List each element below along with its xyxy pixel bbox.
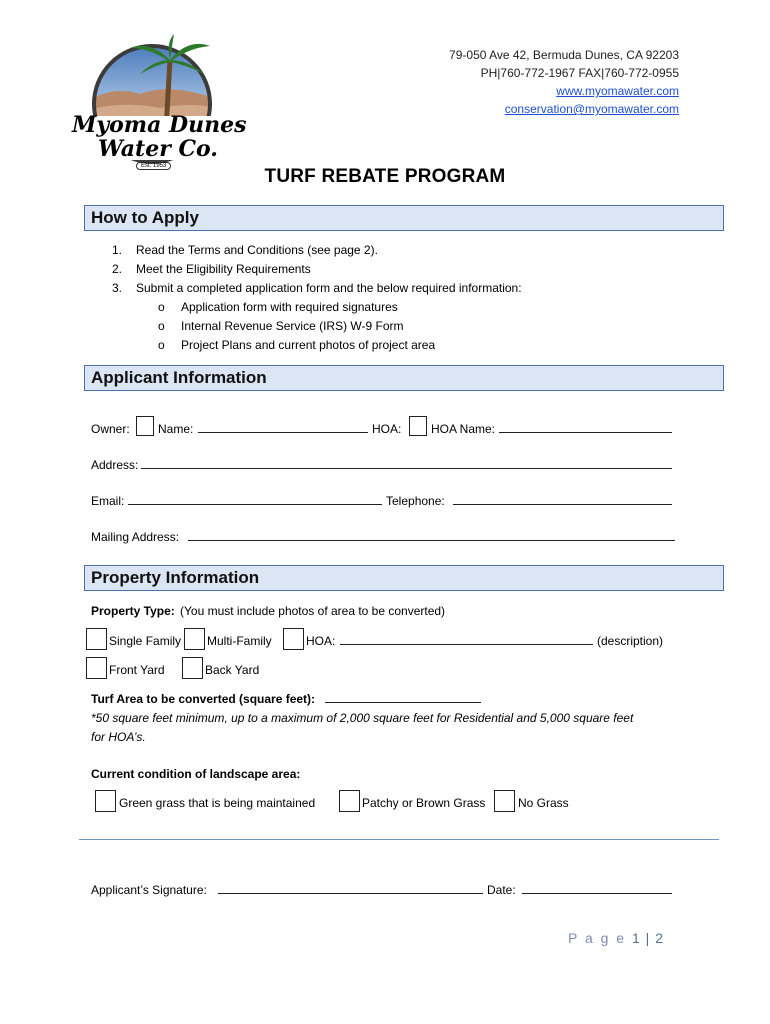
hoa-property-checkbox[interactable] bbox=[283, 628, 304, 650]
no-grass-checkbox[interactable] bbox=[494, 790, 515, 812]
page-title: TURF REBATE PROGRAM bbox=[264, 166, 506, 187]
address-field[interactable] bbox=[141, 458, 672, 469]
signature-label: Applicant’s Signature: bbox=[91, 883, 207, 897]
sub-item-2: Internal Revenue Service (IRS) W-9 Form bbox=[181, 319, 404, 333]
step-3: Submit a completed application form and the below required information: bbox=[136, 281, 522, 295]
hoa-name-label: HOA Name: bbox=[431, 422, 496, 436]
no-grass-label: No Grass bbox=[518, 796, 569, 810]
name-field[interactable] bbox=[198, 422, 368, 433]
hoa-description-field[interactable] bbox=[340, 634, 593, 645]
hoa-label: HOA: bbox=[372, 422, 402, 436]
patchy-grass-label: Patchy or Brown Grass bbox=[362, 796, 486, 810]
multi-family-checkbox[interactable] bbox=[184, 628, 205, 650]
contact-address: 79-050 Ave 42, Bermuda Dunes, CA 92203 bbox=[449, 48, 679, 62]
step-number-3: 3. bbox=[112, 281, 123, 295]
logo-est: Est. 1953 bbox=[136, 162, 171, 170]
contact-block bbox=[449, 46, 679, 118]
page-count: 1 | 2 bbox=[632, 930, 664, 946]
turf-area-field[interactable] bbox=[325, 692, 481, 703]
turf-note-line2: for HOA’s. bbox=[91, 730, 146, 744]
hoa-checkbox[interactable] bbox=[409, 416, 427, 436]
address-label: Address: bbox=[91, 458, 139, 472]
email-link[interactable]: conservation@myomawater.com bbox=[504, 102, 679, 116]
contact-phone: PH|760-772-1967 FAX|760-772-0955 bbox=[480, 66, 679, 80]
green-grass-label: Green grass that is being maintained bbox=[119, 796, 316, 810]
description-label: (description) bbox=[597, 634, 664, 648]
turf-area-label: Turf Area to be converted (square feet): bbox=[91, 692, 316, 706]
front-yard-label: Front Yard bbox=[109, 663, 165, 677]
email-label: Email: bbox=[91, 494, 125, 508]
date-label: Date: bbox=[487, 883, 516, 897]
divider bbox=[79, 839, 719, 840]
condition-label: Current condition of landscape area: bbox=[91, 767, 301, 781]
single-family-label: Single Family bbox=[109, 634, 182, 648]
single-family-checkbox[interactable] bbox=[86, 628, 107, 650]
step-2: Meet the Eligibility Requirements bbox=[136, 262, 311, 276]
website-link[interactable]: www.myomawater.com bbox=[556, 84, 679, 98]
step-number-1: 1. bbox=[112, 243, 123, 257]
signature-field[interactable] bbox=[218, 883, 483, 894]
back-yard-checkbox[interactable] bbox=[182, 657, 203, 679]
section-applicant-information: Applicant Information bbox=[84, 365, 724, 391]
page-number bbox=[568, 930, 664, 946]
owner-checkbox[interactable] bbox=[136, 416, 154, 436]
front-yard-checkbox[interactable] bbox=[86, 657, 107, 679]
logo-name-line2: Water Co. bbox=[98, 136, 218, 162]
hoa-property-label: HOA: bbox=[306, 634, 336, 648]
owner-label: Owner: bbox=[91, 422, 130, 436]
hoa-name-field[interactable] bbox=[499, 422, 672, 433]
mailing-address-label: Mailing Address: bbox=[91, 530, 180, 544]
email-field[interactable] bbox=[128, 494, 382, 505]
multi-family-label: Multi-Family bbox=[207, 634, 272, 648]
section-property-information: Property Information bbox=[84, 565, 724, 591]
telephone-field[interactable] bbox=[453, 494, 672, 505]
bullet-icon: o bbox=[158, 319, 165, 333]
back-yard-label: Back Yard bbox=[205, 663, 260, 677]
bullet-icon: o bbox=[158, 300, 165, 314]
mailing-address-field[interactable] bbox=[188, 530, 675, 541]
date-field[interactable] bbox=[522, 883, 672, 894]
page-word: P a g e bbox=[567, 930, 627, 946]
green-grass-checkbox[interactable] bbox=[95, 790, 116, 812]
name-label: Name: bbox=[158, 422, 194, 436]
sub-item-3: Project Plans and current photos of project area bbox=[181, 338, 436, 352]
company-logo bbox=[70, 34, 247, 174]
logo-name-line1: Myoma Dunes bbox=[72, 112, 247, 138]
property-type-note: (You must include photos of area to be converted) bbox=[180, 604, 446, 618]
section-how-to-apply: How to Apply bbox=[84, 205, 724, 231]
step-number-2: 2. bbox=[112, 262, 123, 276]
step-1: Read the Terms and Conditions (see page 2). bbox=[136, 243, 378, 257]
property-type-label: Property Type: bbox=[91, 604, 175, 618]
patchy-grass-checkbox[interactable] bbox=[339, 790, 360, 812]
bullet-icon: o bbox=[158, 338, 165, 352]
telephone-label: Telephone: bbox=[386, 494, 445, 508]
turf-note-line1: *50 square feet minimum, up to a maximum of 2,000 square feet for Residential and 5,000 square feet bbox=[91, 711, 634, 725]
sub-item-1: Application form with required signatures bbox=[181, 300, 398, 314]
